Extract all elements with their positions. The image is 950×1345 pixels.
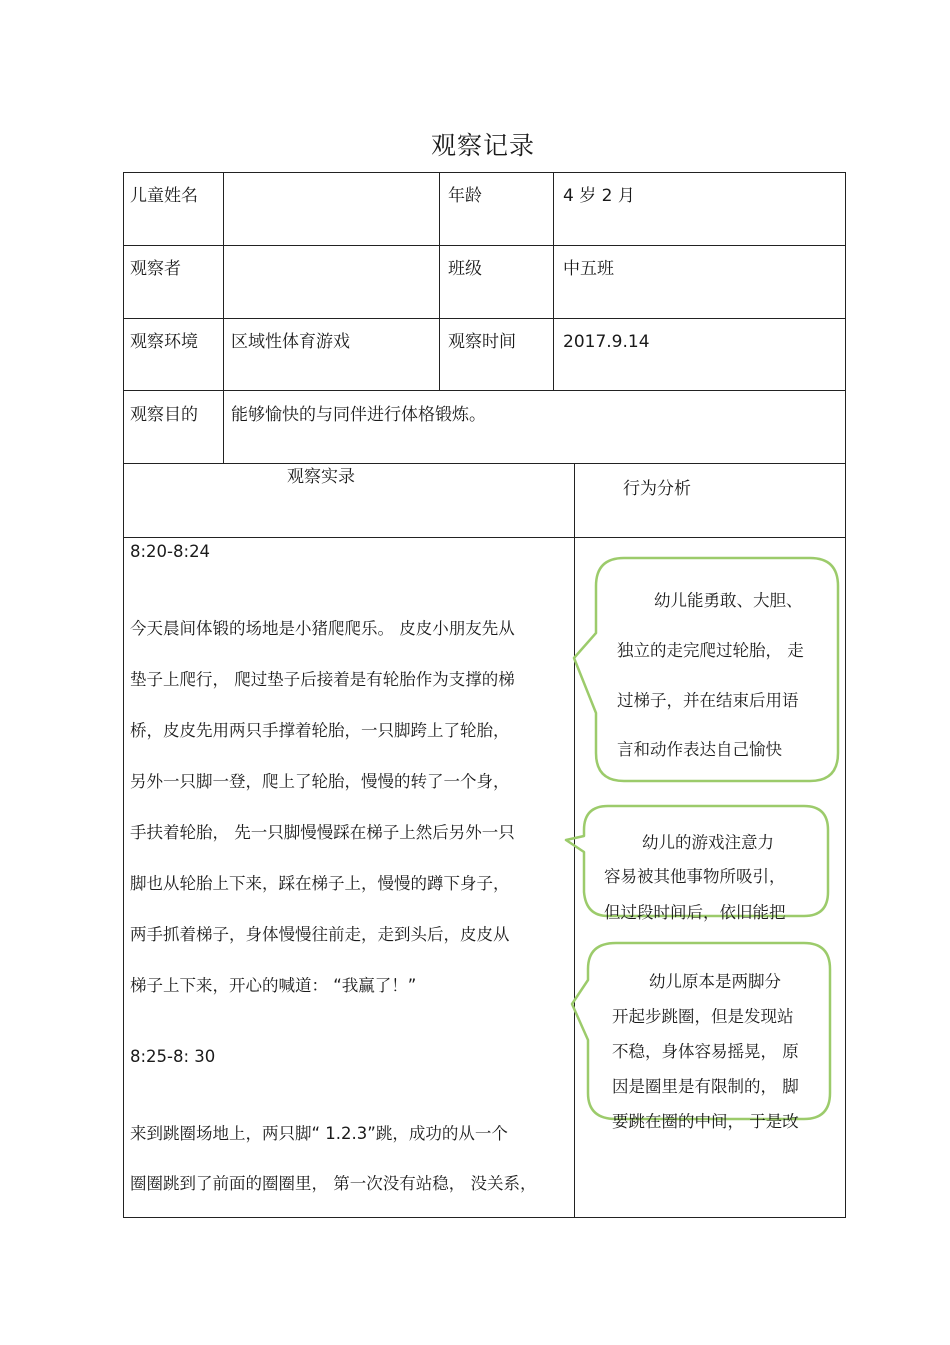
child-name-label: 儿童姓名 <box>130 186 198 206</box>
analysis-text: 开起步跳圈，但是发现站 <box>612 1007 794 1026</box>
record-line: 圈圈跳到了前面的圈圈里， 第一次没有站稳， 没关系， <box>130 1174 537 1193</box>
record-line: 来到跳圈场地上，两只脚“ 1.2.3”跳，成功的从一个 <box>130 1124 508 1143</box>
analysis-text: 过梯子，并在结束后用语 <box>617 691 799 710</box>
environment-label: 观察环境 <box>130 332 198 352</box>
analysis-text: 幼儿原本是两脚分 <box>649 972 781 991</box>
record-header: 观察实录 <box>287 467 355 487</box>
analysis-text: 幼儿能勇敢、大胆、 <box>654 591 803 610</box>
class-value: 中五班 <box>563 259 614 279</box>
record-line: 桥，皮皮先用两只手撑着轮胎，一只脚跨上了轮胎， <box>130 721 510 740</box>
age-label: 年龄 <box>448 186 482 206</box>
analysis-text: 言和动作表达自己愉快 <box>617 740 782 759</box>
record-line: 两手抓着梯子，身体慢慢往前走，走到头后，皮皮从 <box>130 925 510 944</box>
analysis-text: 但过段时间后，依旧能把 <box>604 903 786 922</box>
table-divider <box>123 245 845 246</box>
time-value: 2017.9.14 <box>563 332 650 352</box>
record-line: 今天晨间体锻的场地是小猪爬爬乐。 皮皮小朋友先从 <box>130 619 515 638</box>
purpose-label: 观察目的 <box>130 405 198 425</box>
analysis-text: 因是圈里是有限制的， 脚 <box>612 1077 799 1096</box>
record-time: 8:20-8:24 <box>130 542 211 561</box>
table-divider <box>123 463 845 464</box>
table-divider <box>123 318 845 319</box>
analysis-text: 幼儿的游戏注意力 <box>642 833 774 852</box>
table-divider <box>123 390 845 391</box>
record-line: 另外一只脚一登，爬上了轮胎，慢慢的转了一个身， <box>130 772 510 791</box>
analysis-text: 独立的走完爬过轮胎， 走 <box>617 641 804 660</box>
table-divider <box>553 172 554 390</box>
time-label: 观察时间 <box>448 332 516 352</box>
purpose-value: 能够愉快的与同伴进行体格锻炼。 <box>231 405 486 425</box>
record-line: 梯子上下来，开心的喊道： “我赢了！” <box>130 976 417 995</box>
environment-value: 区域性体育游戏 <box>231 332 350 352</box>
analysis-text: 要跳在圈的中间， 于是改 <box>612 1112 799 1131</box>
age-value: 4 岁 2 月 <box>563 186 635 206</box>
analysis-text: 容易被其他事物所吸引， <box>604 867 786 886</box>
record-line: 脚也从轮胎上下来，踩在梯子上，慢慢的蹲下身子， <box>130 874 510 893</box>
class-label: 班级 <box>448 259 482 279</box>
table-divider <box>223 172 224 463</box>
record-line: 手扶着轮胎， 先一只脚慢慢踩在梯子上然后另外一只 <box>130 823 515 842</box>
record-line: 垫子上爬行， 爬过垫子后接着是有轮胎作为支撑的梯 <box>130 670 515 689</box>
page-title: 观察记录 <box>430 131 535 160</box>
observer-label: 观察者 <box>130 259 181 279</box>
analysis-header: 行为分析 <box>623 479 691 499</box>
analysis-text: 不稳，身体容易摇晃， 原 <box>612 1042 799 1061</box>
table-divider <box>439 172 440 390</box>
table-divider <box>123 537 845 538</box>
record-time: 8:25-8: 30 <box>130 1047 216 1066</box>
